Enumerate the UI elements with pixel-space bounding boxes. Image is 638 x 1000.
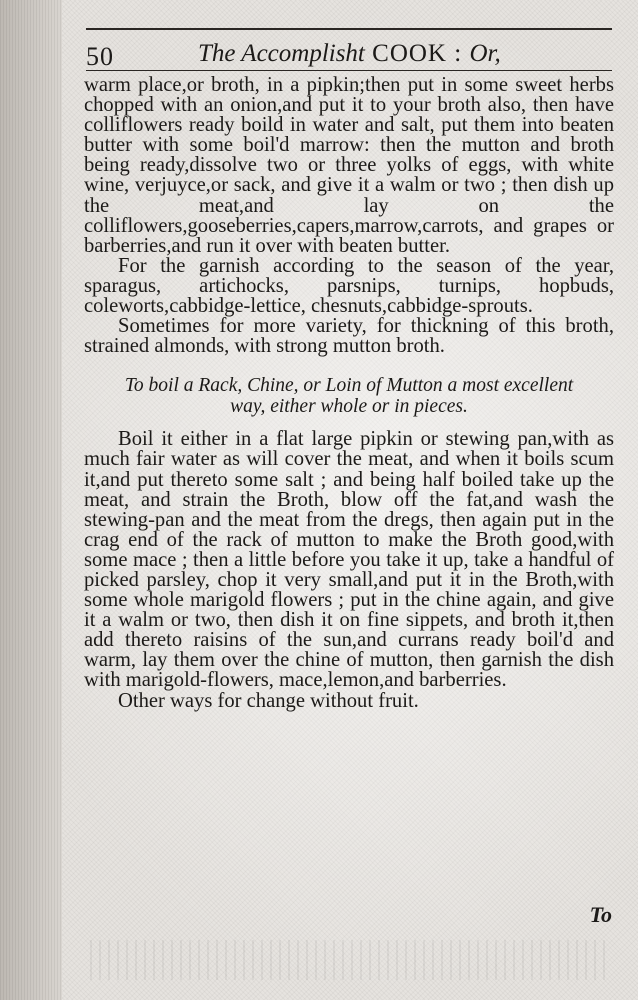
recipe-heading-line-2: way, either whole or in pieces.	[230, 396, 468, 418]
top-rule	[86, 28, 612, 30]
recipe-paragraph: Boil it either in a flat large pipkin or stewing pan,with as much fair water as will cover the meat, and when it boils scum it,and put thereto some salt ; and being half boiled take up the meat, and strain the Broth, blow off the fat,and wash the stewing-pan and the meat from the dregs, then again put in the crag end of the rack of mutton to make the Broth good,with some mace ; then a little before you take it up, take a handful of picked parsley, chop it very small,and put it in the Broth,with some whole marigold flowers ; put in the chine again, and give it a walm or two, then dish it on fine sippets, and broth it,then add thereto raisins of the sun,and currans ready boil'd and warm, lay them over the chine of mutton, then garnish the dish with marigold-flowers, mace,lemon,and barberries.	[84, 428, 614, 692]
running-title	[198, 40, 501, 68]
continued-paragraph: warm place,or broth, in a pipkin;then put in some sweet herbs chopped with an onion,and put it to your broth also, then have colliflowers ready boild in water and salt, put them into beaten butter with some boil'd marrow: then the mutton and broth being ready,dissolve two or three yolks of eggs, with white wine, verjuyce,or sack, and give it a walm or two ; then dish up the meat,and lay on the colliflowers,gooseberries,capers,marrow,carrots, and grapes or barberries,and run it over with beaten butter.	[84, 74, 614, 257]
recipe-heading	[84, 375, 614, 417]
garnish-paragraph: For the garnish according to the season of the year, sparagus, artichocks, parsnips, turnips, hopbuds, coleworts,cabbidge-lettice, chesnuts,cabbidge-sprouts.	[84, 254, 614, 318]
running-title-or: Or,	[469, 40, 501, 67]
page-gutter	[0, 0, 62, 1000]
page-number: 50	[86, 42, 114, 71]
catchword: To	[589, 902, 612, 927]
body-text	[84, 75, 614, 711]
other-ways-line: Other ways for change without fruit.	[118, 689, 419, 712]
running-title-caps: COOK :	[364, 40, 470, 67]
running-head	[86, 36, 612, 71]
variety-paragraph: Sometimes for more variety, for thickning of this broth, strained almonds, with strong mutton broth.	[84, 315, 614, 358]
running-title-italic: The Accomplisht	[198, 40, 365, 67]
show-through-texture	[90, 940, 610, 980]
recipe-heading-line-1: To boil a Rack, Chine, or Loin of Mutton a most excellent	[124, 375, 574, 397]
